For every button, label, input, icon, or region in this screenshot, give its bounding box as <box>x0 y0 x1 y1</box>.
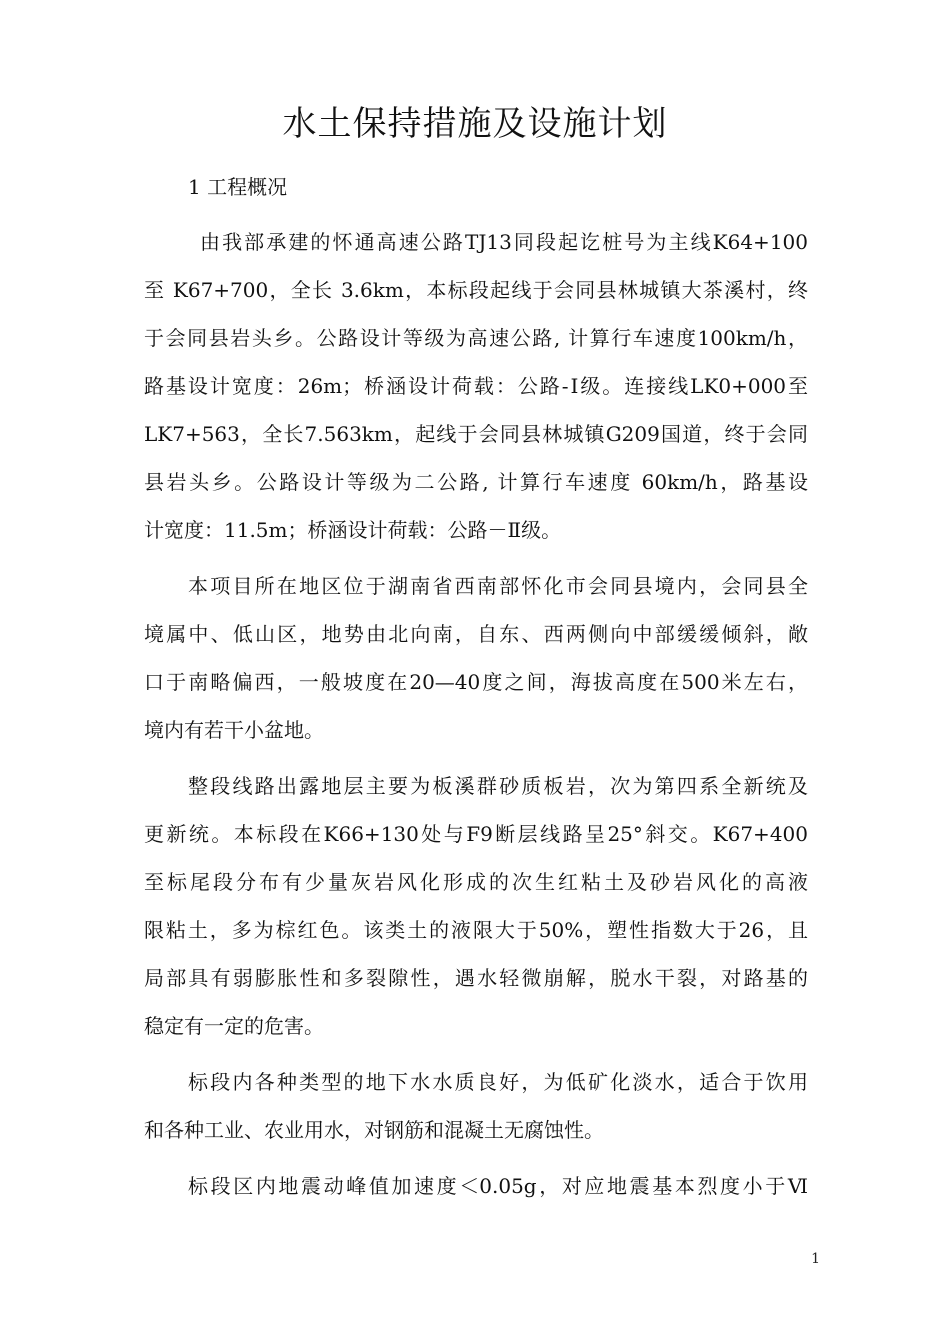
text-line: 整段线路出露地层主要为板溪群砂质板岩，次为第四系全新统及 <box>188 774 808 798</box>
document-body <box>144 218 808 1210</box>
paragraph-project-scope <box>144 218 808 554</box>
text-line: 标段区内地震动峰值加速度＜0.05g，对应地震基本烈度小于Ⅵ <box>188 1174 808 1198</box>
text-line: LK7+563，全长7.563km，起线于会同县林城镇G209国道，终于会同 <box>144 422 808 446</box>
text-line: 更新统。本标段在K66+130处与F9断层线路呈25°斜交。K67+400 <box>144 822 808 846</box>
text-line: 和各种工业、农业用水，对钢筋和混凝土无腐蚀性。 <box>144 1118 604 1142</box>
text-line: 至标尾段分布有少量灰岩风化形成的次生红粘土及砂岩风化的高液 <box>144 870 808 894</box>
paragraph-geology <box>144 762 808 1050</box>
text-line: 限粘土，多为棕红色。该类土的液限大于50%，塑性指数大于26，且 <box>144 918 808 942</box>
text-line: 于会同县岩头乡。公路设计等级为高速公路, 计算行车速度100km/h， <box>144 326 808 350</box>
text-line: 境属中、低山区，地势由北向南，自东、西两侧向中部缓缓倾斜，敞 <box>144 622 808 646</box>
page-number: 1 <box>811 1251 820 1267</box>
text-line: 计宽度：11.5m；桥涵设计荷载：公路－Ⅱ级。 <box>144 518 562 542</box>
section-heading: 1 工程概况 <box>188 175 288 199</box>
text-line: 局部具有弱膨胀性和多裂隙性，遇水轻微崩解，脱水干裂，对路基的 <box>144 966 808 990</box>
text-line: 本项目所在地区位于湖南省西南部怀化市会同县境内，会同县全 <box>188 574 808 598</box>
text-line: 县岩头乡。公路设计等级为二公路, 计算行车速度 60km/h，路基设 <box>144 470 808 494</box>
paragraph-seismic <box>144 1162 808 1210</box>
text-line: 由我部承建的怀通高速公路TJ13同段起讫桩号为主线K64+100 <box>200 230 808 254</box>
text-line: 稳定有一定的危害。 <box>144 1014 324 1038</box>
text-line: 口于南略偏西，一般坡度在20—40度之间，海拔高度在500米左右， <box>144 670 808 694</box>
text-line: 至 K67+700，全长 3.6km，本标段起线于会同县林城镇大茶溪村，终 <box>144 278 808 302</box>
text-line: 标段内各种类型的地下水水质良好，为低矿化淡水，适合于饮用 <box>188 1070 808 1094</box>
text-line: 境内有若干小盆地。 <box>144 718 324 742</box>
text-line: 路基设计宽度：26m；桥涵设计荷载：公路-Ⅰ级。连接线LK0+000至 <box>144 374 808 398</box>
paragraph-terrain <box>144 562 808 754</box>
paragraph-groundwater <box>144 1058 808 1154</box>
page-title: 水土保持措施及设施计划 <box>282 104 668 144</box>
